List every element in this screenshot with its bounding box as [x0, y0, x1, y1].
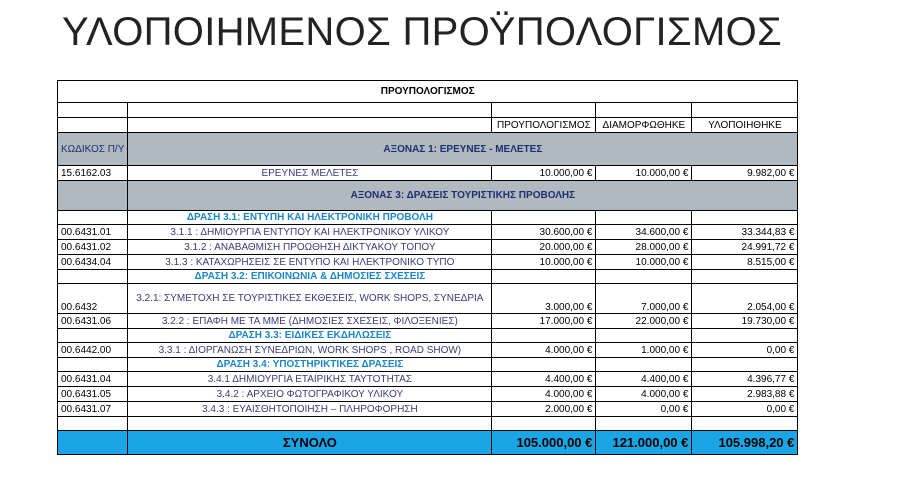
table-row: [58, 240, 798, 255]
row-budget: 10.000,00 €: [492, 255, 596, 270]
axis1-row: [58, 133, 798, 166]
row-realized: 33.344,83 €: [692, 225, 798, 240]
action33-heading: ΔΡΑΣΗ 3.3: ΕΙΔΙΚΕΣ ΕΚΔΗΛΩΣΕΙΣ: [128, 329, 492, 343]
action-row: [58, 358, 798, 372]
row-desc: 3.3.1 : ΔΙΟΡΓΑΝΩΣΗ ΣΥΝΕΔΡΙΩΝ, WORK SHOPS , ROAD SHOW): [128, 343, 492, 358]
total-label: ΣΥΝΟΛΟ: [128, 431, 492, 455]
action-row: [58, 270, 798, 284]
row-desc: 3.4.2 : ΑΡΧΕΙΟ ΦΩΤΟΓΡΑΦΙΚΟΥ ΥΛΙΚΟΥ: [128, 387, 492, 402]
row-desc: 3.2.2 : ΕΠΑΦΗ ΜΕ ΤΑ ΜΜΕ (ΔΗΜΟΣΙΕΣ ΣΧΕΣΕΙΣ, ΦΙΛΟΞΕΝΙΕΣ): [128, 314, 492, 329]
row-code: 00.6442.00: [58, 343, 128, 358]
action-row: [58, 211, 798, 225]
row-desc: 3.1.1 : ΔΗΜΙΟΥΡΓΙΑ ΕΝΤΥΠΟΥ ΚΑΙ ΗΛΕΚΤΡΟΝΙΚΟΥ ΥΛΙΚΟΥ: [128, 225, 492, 240]
blank-row: [58, 417, 798, 431]
code-label: ΚΩΔΙΚΟΣ Π/Υ: [58, 133, 128, 166]
row-code: 15.6162.03: [58, 166, 128, 181]
action34-heading: ΔΡΑΣΗ 3.4: ΥΠΟΣΤΗΡΙΚΤΙΚΕΣ ΔΡΑΣΕΙΣ: [128, 358, 492, 372]
row-desc: 3.1.3 : ΚΑΤΑΧΩΡΗΣΕΙΣ ΣΕ ΕΝΤΥΠΟ ΚΑΙ ΗΛΕΚΤΡΟΝΙΚΟ ΤΥΠΟ: [128, 255, 492, 270]
row-desc: 3.2.1: ΣΥΜΕΤΟΧΗ ΣΕ ΤΟΥΡΙΣΤΙΚΕΣ ΕΚΘΕΣΕΙΣ, WORK SHOPS, ΣΥΝΕΔΡΙΑ: [128, 284, 492, 314]
row-realized: 0,00 €: [692, 343, 798, 358]
header-realized: ΥΛΟΠΟΙΗΘΗΚΕ: [692, 118, 798, 133]
row-code: 00.6431.02: [58, 240, 128, 255]
axis3-row: [58, 181, 798, 211]
row-formed: 22.000,00 €: [596, 314, 692, 329]
table-row: [58, 343, 798, 358]
header-budget: ΠΡΟΥΠΟΛΟΓΙΣΜΟΣ: [492, 118, 596, 133]
action-row: [58, 329, 798, 343]
axis1-heading: ΑΞΟΝΑΣ 1: ΕΡΕΥΝΕΣ - ΜΕΛΕΤΕΣ: [128, 133, 798, 166]
row-formed: 4.000,00 €: [596, 387, 692, 402]
row-desc: ΕΡΕΥΝΕΣ ΜΕΛΕΤΕΣ: [128, 166, 492, 181]
action31-heading: ΔΡΑΣΗ 3.1: ΕΝΤΥΠΗ ΚΑΙ ΗΛΕΚΤΡΟΝΙΚΗ ΠΡΟΒΟΛΗ: [128, 211, 492, 225]
row-formed: 0,00 €: [596, 402, 692, 417]
table-row: [58, 372, 798, 387]
total-row: [58, 431, 798, 455]
header-formed: ΔΙΑΜΟΡΦΩΘΗΚΕ: [596, 118, 692, 133]
row-budget: 3.000,00 €: [492, 284, 596, 314]
table-row: [58, 225, 798, 240]
row-budget: 2.000,00 €: [492, 402, 596, 417]
total-realized: 105.998,20 €: [692, 431, 798, 455]
table-row: [58, 314, 798, 329]
total-budget: 105.000,00 €: [492, 431, 596, 455]
row-formed: 4.400,00 €: [596, 372, 692, 387]
row-desc: 3.1.2 : ΑΝΑΒΑΘΜΙΣΗ ΠΡΟΩΘΗΣΗ ΔΙΚΤΥΑΚΟΥ ΤΟΠΟΥ: [128, 240, 492, 255]
row-code: 00.6432: [58, 284, 128, 314]
row-code: 00.6431.05: [58, 387, 128, 402]
table-row: [58, 166, 798, 181]
row-formed: 10.000,00 €: [596, 166, 692, 181]
slide-title: ΥΛΟΠΟΙΗΜΕΝΟΣ ΠΡΟΫΠΟΛΟΓΙΣΜΟΣ: [62, 10, 783, 54]
row-realized: 0,00 €: [692, 402, 798, 417]
row-desc: 3.4.1 ΔΗΜΙΟΥΡΓΙΑ ΕΤΑΙΡΙΚΗΣ ΤΑΥΤΟΤΗΤΑΣ: [128, 372, 492, 387]
row-formed: 10.000,00 €: [596, 255, 692, 270]
row-realized: 2.054,00 €: [692, 284, 798, 314]
row-budget: 4.000,00 €: [492, 387, 596, 402]
axis3-heading: ΑΞΟΝΑΣ 3: ΔΡΑΣΕΙΣ ΤΟΥΡΙΣΤΙΚΗΣ ΠΡΟΒΟΛΗΣ: [128, 181, 798, 211]
row-realized: 4.396,77 €: [692, 372, 798, 387]
row-desc: 3.4.3 : ΕΥΑΙΣΘΗΤΟΠΟΙΗΣΗ – ΠΛΗΡΟΦΟΡΗΣΗ: [128, 402, 492, 417]
row-realized: 9.982,00 €: [692, 166, 798, 181]
row-budget: 10.000,00 €: [492, 166, 596, 181]
row-formed: 1.000,00 €: [596, 343, 692, 358]
total-formed: 121.000,00 €: [596, 431, 692, 455]
row-formed: 34.600,00 €: [596, 225, 692, 240]
row-budget: 30.600,00 €: [492, 225, 596, 240]
table-title: ΠΡΟΥΠΟΛΟΓΙΣΜΟΣ: [58, 81, 798, 103]
row-realized: 8.515,00 €: [692, 255, 798, 270]
row-budget: 20.000,00 €: [492, 240, 596, 255]
row-budget: 17.000,00 €: [492, 314, 596, 329]
row-realized: 24.991,72 €: [692, 240, 798, 255]
row-budget: 4.400,00 €: [492, 372, 596, 387]
row-formed: 28.000,00 €: [596, 240, 692, 255]
row-code: 00.6431.07: [58, 402, 128, 417]
table-row: [58, 255, 798, 270]
header-row: [58, 118, 798, 133]
row-code: 00.6431.01: [58, 225, 128, 240]
row-realized: 2.983,88 €: [692, 387, 798, 402]
action32-heading: ΔΡΑΣΗ 3.2: ΕΠΙΚΟΙΝΩΝΙΑ & ΔΗΜΟΣΙΕΣ ΣΧΕΣΕΙΣ: [128, 270, 492, 284]
row-code: 00.6431.04: [58, 372, 128, 387]
row-code: 00.6434.04: [58, 255, 128, 270]
table-row: [58, 284, 798, 314]
row-formed: 7.000,00 €: [596, 284, 692, 314]
row-code: 00.6431.06: [58, 314, 128, 329]
blank-row: [58, 103, 798, 118]
budget-table: [57, 80, 798, 455]
table-row: [58, 402, 798, 417]
row-realized: 19.730,00 €: [692, 314, 798, 329]
table-title-row: [58, 81, 798, 103]
row-budget: 4.000,00 €: [492, 343, 596, 358]
table-row: [58, 387, 798, 402]
